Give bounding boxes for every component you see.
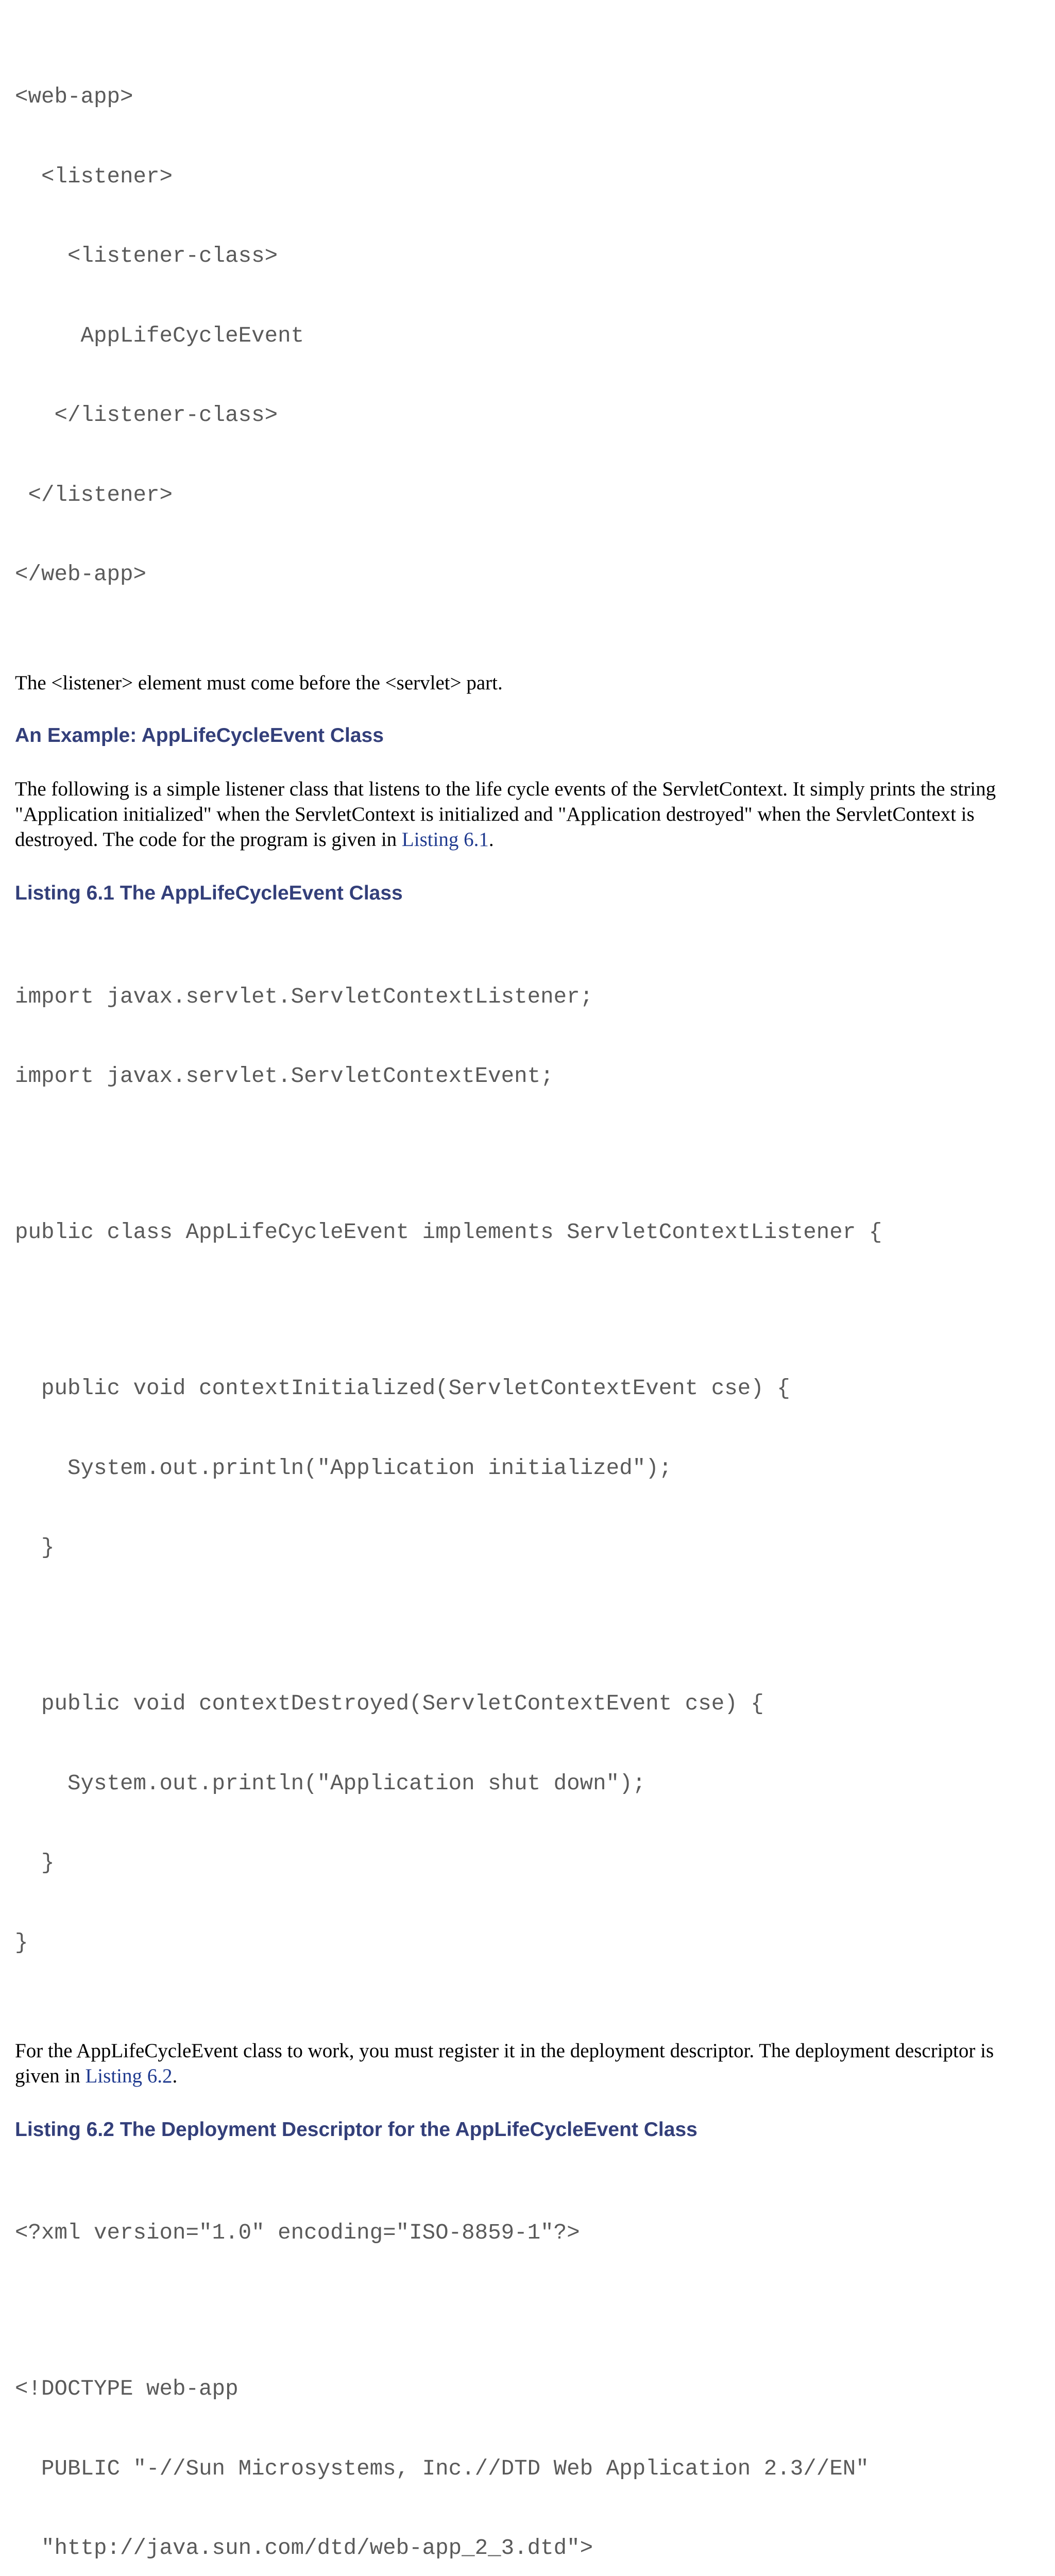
code-line: public void contextDestroyed(ServletContextEvent cse) { [15, 1691, 764, 1716]
document-page [15, 31, 1040, 2576]
code-line: public void contextInitialized(ServletContextEvent cse) { [15, 1376, 790, 1401]
code-line: } [15, 1851, 55, 1875]
para-example-text: The following is a simple listener class that listens to the life cycle events of the ServletContext. It simply prints the string "Application initialized" when the ServletContext is initialized and "Application destroyed" when the ServletContext is destroyed. The code for the program is given in [15, 777, 996, 851]
code-line: "http://java.sun.com/dtd/web-app_2_3.dtd"> [15, 2536, 593, 2561]
code-line: </web-app> [15, 562, 147, 587]
code-line: <listener> [15, 164, 173, 189]
code-line: AppLifeCycleEvent [15, 323, 304, 348]
heading-listing-6-1: Listing 6.1 The AppLifeCycleEvent Class [15, 882, 403, 904]
heading-listing-6-2: Listing 6.2 The Deployment Descriptor for the AppLifeCycleEvent Class [15, 2119, 697, 2141]
code-line: <!DOCTYPE web-app [15, 2377, 239, 2401]
code-block-applifecycleevent-java [15, 931, 1040, 2010]
code-line: import javax.servlet.ServletContextListener; [15, 984, 593, 1009]
code-line: } [15, 1535, 55, 1560]
code-line: System.out.println("Application initialized"); [15, 1455, 672, 1481]
code-line: PUBLIC "-//Sun Microsystems, Inc.//DTD Web Application 2.3//EN" [15, 2456, 869, 2481]
code-line: } [15, 1930, 28, 1955]
code-line: </listener-class> [15, 403, 278, 428]
code-blank-line [15, 2300, 1040, 2327]
para-listener-order: The <listener> element must come before the <servlet> part. [15, 671, 503, 694]
code-block-deployment-descriptor [15, 2167, 1040, 2576]
code-line: </listener> [15, 482, 173, 507]
code-line: import javax.servlet.ServletContextEvent; [15, 1064, 554, 1089]
code-blank-line [15, 1615, 1040, 1641]
para-example-end: . [488, 828, 494, 851]
heading-example: An Example: AppLifeCycleEvent Class [15, 724, 384, 747]
para-example [15, 776, 1040, 852]
code-block-web-xml-snippet [15, 31, 1040, 641]
code-line: System.out.println("Application shut down"); [15, 1771, 646, 1796]
code-line: <listener-class> [15, 244, 278, 268]
code-line: <?xml version="1.0" encoding="ISO-8859-1"?> [15, 2221, 580, 2245]
para-register [15, 2038, 1040, 2089]
para-register-end: . [172, 2065, 178, 2087]
code-blank-line [15, 1299, 1040, 1326]
code-line: <web-app> [15, 84, 133, 109]
code-line: public class AppLifeCycleEvent implements ServletContextListener { [15, 1220, 882, 1245]
listing-6-2-link[interactable]: Listing 6.2 [85, 2065, 173, 2087]
listing-6-1-link[interactable]: Listing 6.1 [401, 828, 489, 851]
code-blank-line [15, 1143, 1040, 1170]
para-register-text: For the AppLifeCycleEvent class to work, you must register it in the deployment descriptor. The deployment descriptor is given in [15, 2040, 994, 2087]
